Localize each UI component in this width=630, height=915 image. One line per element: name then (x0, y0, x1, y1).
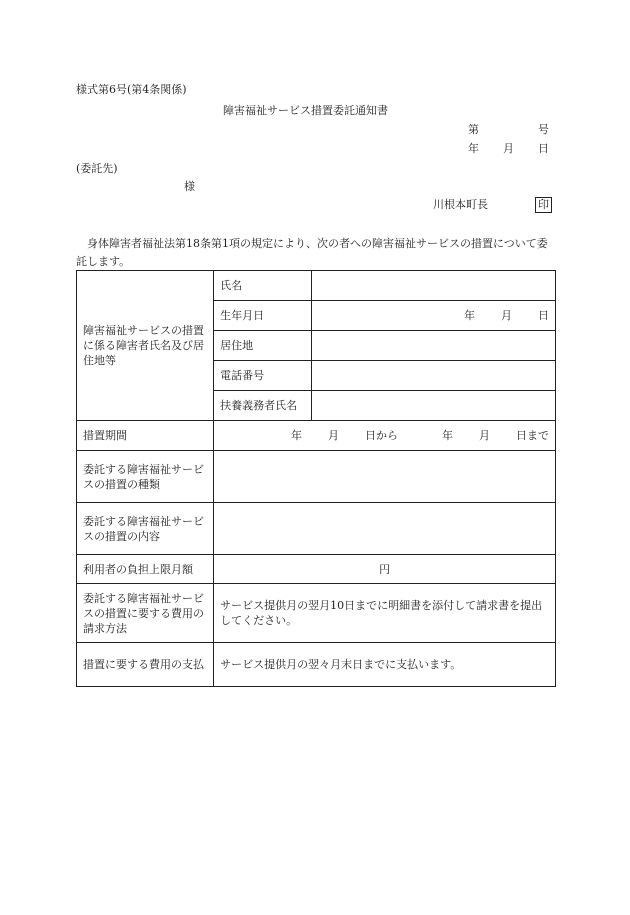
payment-label: 措置に要する費用の支払 (77, 643, 214, 687)
birthdate-value[interactable] (312, 301, 556, 331)
burden-unit: 円 (379, 562, 391, 576)
billing-text: サービス提供月の翌月10日までに明細書を添付して請求書を提出してください。 (214, 584, 556, 643)
birthdate-label: 生年月日 (214, 301, 312, 331)
period-label: 措置期間 (77, 421, 214, 451)
period-value[interactable] (214, 421, 556, 451)
period-year-to: 年 (442, 429, 453, 442)
person-section-label: 障害福祉サービスの措置に係る障害者氏名及び居住地等 (77, 271, 214, 421)
birth-month-label: 月 (501, 309, 512, 322)
form-number: 様式第6号(第4条関係) (76, 83, 187, 96)
name-value[interactable] (312, 271, 556, 301)
number-suffix: 号 (538, 123, 549, 136)
guardian-label: 扶養義務者氏名 (214, 391, 312, 421)
date-month-label: 月 (503, 142, 514, 155)
recipient-label: (委託先) (76, 162, 118, 175)
service-type-label: 委託する障害福祉サービスの措置の種類 (77, 451, 214, 503)
date-day-label: 日 (538, 142, 549, 155)
seal-mark: 印 (535, 197, 552, 213)
number-prefix: 第 (468, 123, 479, 136)
issuer-name: 川根本町長 (433, 198, 488, 211)
body-text: 身体障害者福祉法第18条第1項の規定により、次の者への障害福祉サービスの措置について委託します。 (76, 237, 548, 268)
burden-value[interactable] (214, 555, 556, 584)
service-type-value[interactable] (214, 451, 556, 503)
recipient-honorific: 様 (184, 180, 195, 193)
birth-day-label: 日 (538, 309, 549, 322)
period-month-to: 月 (479, 429, 490, 442)
address-value[interactable] (312, 331, 556, 361)
address-label: 居住地 (214, 331, 312, 361)
payment-text: サービス提供月の翌々月末日までに支払います。 (214, 643, 556, 687)
burden-label: 利用者の負担上限月額 (77, 555, 214, 584)
period-day-to: 日まで (516, 429, 549, 442)
guardian-value[interactable] (312, 391, 556, 421)
date-year-label: 年 (468, 142, 479, 155)
period-month-from: 月 (328, 429, 339, 442)
phone-value[interactable] (312, 361, 556, 391)
phone-label: 電話番号 (214, 361, 312, 391)
notice-table (76, 270, 556, 687)
birth-year-label: 年 (464, 309, 475, 322)
billing-label: 委託する障害福祉サービスの措置に要する費用の請求方法 (77, 584, 214, 643)
service-content-label: 委託する障害福祉サービスの措置の内容 (77, 503, 214, 555)
period-year-from: 年 (291, 429, 302, 442)
document-title: 障害福祉サービス措置委託通知書 (223, 104, 388, 117)
name-label: 氏名 (214, 271, 312, 301)
period-day-from: 日から (365, 429, 398, 442)
service-content-value[interactable] (214, 503, 556, 555)
